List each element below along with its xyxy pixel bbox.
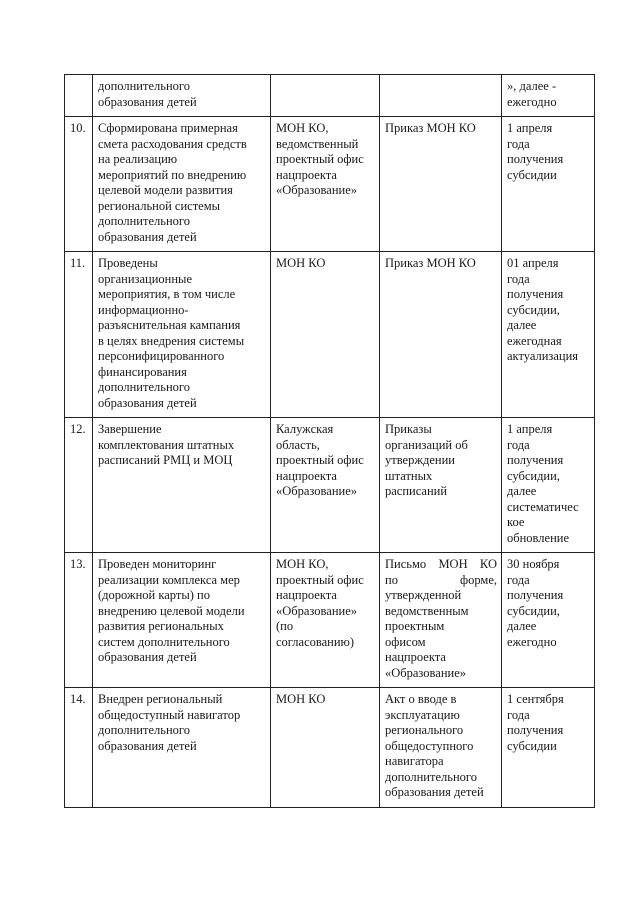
responsible-cell-line: ведомственный <box>276 136 359 151</box>
task-cell <box>93 75 271 117</box>
task-cell-line: внедрению целевой модели <box>98 603 245 618</box>
task-cell-line: персонифицированного <box>98 349 225 363</box>
deadline-cell <box>502 553 595 688</box>
document-cell-line: дополнительного <box>385 769 477 784</box>
document-cell <box>380 688 502 808</box>
responsible-cell-line: область, <box>276 437 320 452</box>
deadline-cell <box>502 688 595 808</box>
deadline-cell-line: 30 ноября <box>507 557 560 571</box>
document-cell <box>380 553 502 688</box>
deadline-cell-line: обновление <box>507 530 569 545</box>
responsible-cell-line: МОН КО <box>276 692 326 706</box>
document-cell-line: Приказ МОН КО <box>385 256 476 270</box>
deadline-cell-line: года <box>507 437 530 452</box>
task-cell-line: Проведен мониторинг <box>98 557 217 571</box>
table-row <box>65 553 595 688</box>
deadline-cell-line: субсидии, <box>507 468 560 483</box>
deadline-cell-line: далее <box>507 484 537 498</box>
document-cell-line: по форме, <box>385 572 497 587</box>
responsible-cell <box>271 252 380 418</box>
task-cell-line: дополнительного <box>98 380 190 394</box>
document-cell-line: Письмо МОН КО <box>385 557 497 571</box>
measures-table <box>64 74 595 808</box>
deadline-cell-line: субсидии, <box>507 302 560 317</box>
responsible-cell-line: МОН КО, <box>276 121 329 135</box>
row-number <box>65 252 93 418</box>
task-cell-line: в целях внедрения системы <box>98 333 245 348</box>
deadline-cell-line: 1 апреля <box>507 422 553 436</box>
document-cell-line: офисом <box>385 634 426 649</box>
document-cell <box>380 75 502 117</box>
document-cell-line: утверждении <box>385 453 455 467</box>
task-cell <box>93 553 271 688</box>
deadline-cell-line: систематичес <box>507 499 579 514</box>
deadline-cell-line: ежегодная <box>507 333 562 348</box>
deadline-cell-line: ежегодно <box>507 94 557 109</box>
row-number-text: 12. <box>70 422 86 436</box>
document-cell-line: Приказы <box>385 422 432 436</box>
task-cell <box>93 117 271 252</box>
deadline-cell-line: далее <box>507 619 537 633</box>
deadline-cell-line: ежегодно <box>507 634 557 649</box>
document-cell-line: Приказ МОН КО <box>385 121 476 135</box>
responsible-cell-line: проектный офис <box>276 572 364 587</box>
row-number <box>65 553 93 688</box>
deadline-cell-line: субсидии, <box>507 603 560 618</box>
document-cell-line: регионального <box>385 723 464 737</box>
responsible-cell-line: «Образование» <box>276 484 358 498</box>
responsible-cell-line: проектный офис <box>276 453 364 467</box>
row-number-text: 11. <box>70 256 86 270</box>
responsible-cell-line: нацпроекта <box>276 468 337 483</box>
document-cell-line: расписаний <box>385 484 448 498</box>
table-row <box>65 252 595 418</box>
deadline-cell-line: 1 апреля <box>507 121 553 135</box>
task-cell-line: реализации комплекса мер <box>98 572 240 587</box>
task-cell-line: дополнительного <box>98 723 190 737</box>
task-cell-line: расписаний РМЦ и МОЦ <box>98 453 233 467</box>
task-cell-line: мероприятия, в том числе <box>98 287 236 301</box>
row-number <box>65 117 93 252</box>
row-number-text: 14. <box>70 692 86 706</box>
task-cell-line: комплектования штатных <box>98 437 235 452</box>
task-cell-line: на реализацию <box>98 152 178 166</box>
task-cell-line: (дорожной карты) по <box>98 588 210 602</box>
responsible-cell <box>271 553 380 688</box>
task-cell-line: дополнительного <box>98 79 190 93</box>
row-number-text: 13. <box>70 557 86 571</box>
deadline-cell <box>502 117 595 252</box>
deadline-cell-line: получения <box>507 588 564 602</box>
task-cell-line: образования детей <box>98 229 197 244</box>
deadline-cell-line: получения <box>507 453 564 467</box>
responsible-cell-line: МОН КО, <box>276 557 329 571</box>
deadline-cell-line: года <box>507 271 530 286</box>
deadline-cell-line: актуализация <box>507 349 579 363</box>
document-cell-line: проектным <box>385 619 445 633</box>
deadline-cell <box>502 418 595 553</box>
deadline-cell-line: 1 сентября <box>507 692 564 706</box>
document-cell-line: эксплуатацию <box>385 707 460 722</box>
task-cell-line: Внедрен региональный <box>98 692 223 706</box>
deadline-cell-line: », далее - <box>507 79 557 93</box>
deadline-cell-line: получения <box>507 723 564 737</box>
deadline-cell-line: 01 апреля <box>507 256 559 270</box>
task-cell-line: развития региональных <box>98 619 224 633</box>
task-cell-line: общедоступный навигатор <box>98 707 241 722</box>
responsible-cell-line: «Образование» <box>276 603 358 618</box>
task-cell-line: Сформирована примерная <box>98 121 238 135</box>
responsible-cell-line: согласованию) <box>276 634 355 649</box>
task-cell-line: Проведены <box>98 256 158 270</box>
deadline-cell-line: получения <box>507 287 564 301</box>
task-cell <box>93 688 271 808</box>
row-number <box>65 418 93 553</box>
measures-table-body <box>65 75 595 808</box>
deadline-cell-line: кое <box>507 515 525 529</box>
table-row <box>65 688 595 808</box>
responsible-cell-line: нацпроекта <box>276 167 337 182</box>
task-cell-line: смета расходования средств <box>98 136 247 151</box>
document-cell-line: образования детей <box>385 785 484 799</box>
task-cell <box>93 252 271 418</box>
row-number-text: 10. <box>70 121 86 135</box>
task-cell-line: образования детей <box>98 650 197 664</box>
task-cell <box>93 418 271 553</box>
task-cell-line: региональной системы <box>98 198 221 213</box>
task-cell-line: дополнительного <box>98 214 190 228</box>
document-cell-line: организаций об <box>385 437 468 452</box>
responsible-cell <box>271 688 380 808</box>
document-cell-line: навигатора <box>385 754 444 768</box>
responsible-cell-line: нацпроекта <box>276 588 337 602</box>
deadline-cell <box>502 252 595 418</box>
task-cell-line: разъяснительная кампания <box>98 318 241 332</box>
responsible-cell <box>271 75 380 117</box>
row-number <box>65 75 93 117</box>
task-cell-line: финансирования <box>98 364 187 379</box>
deadline-cell-line: года <box>507 707 530 722</box>
task-cell-line: информационно- <box>98 302 189 317</box>
task-cell-line: организационные <box>98 271 192 286</box>
document-cell-line: «Образование» <box>385 665 467 680</box>
deadline-cell <box>502 75 595 117</box>
responsible-cell-line: МОН КО <box>276 256 326 270</box>
deadline-cell-line: получения <box>507 152 564 166</box>
task-cell-line: систем дополнительного <box>98 634 230 649</box>
document-cell <box>380 252 502 418</box>
deadline-cell-line: года <box>507 572 530 587</box>
document-cell-line: Акт о вводе в <box>385 692 457 706</box>
document-cell <box>380 117 502 252</box>
task-cell-line: образования детей <box>98 738 197 753</box>
task-cell-line: образования детей <box>98 395 197 410</box>
responsible-cell-line: (по <box>276 619 294 633</box>
responsible-cell-line: проектный офис <box>276 152 364 166</box>
row-number <box>65 688 93 808</box>
task-cell-line: Завершение <box>98 422 162 436</box>
task-cell-line: целевой модели развития <box>98 183 233 197</box>
responsible-cell <box>271 117 380 252</box>
table-row <box>65 418 595 553</box>
responsible-cell-line: «Образование» <box>276 183 358 197</box>
document-cell-line: утвержденной <box>385 588 462 602</box>
table-row <box>65 75 595 117</box>
deadline-cell-line: субсидии <box>507 167 557 182</box>
responsible-cell-line: Калужская <box>276 422 334 436</box>
document-cell-line: штатных <box>385 468 433 483</box>
document-cell-line: нацпроекта <box>385 650 446 664</box>
document-cell <box>380 418 502 553</box>
table-row <box>65 117 595 252</box>
deadline-cell-line: субсидии <box>507 738 557 753</box>
deadline-cell-line: года <box>507 136 530 151</box>
task-cell-line: образования детей <box>98 94 197 109</box>
task-cell-line: мероприятий по внедрению <box>98 167 247 182</box>
responsible-cell <box>271 418 380 553</box>
deadline-cell-line: далее <box>507 318 537 332</box>
document-cell-line: общедоступного <box>385 738 474 753</box>
document-cell-line: ведомственным <box>385 603 469 618</box>
